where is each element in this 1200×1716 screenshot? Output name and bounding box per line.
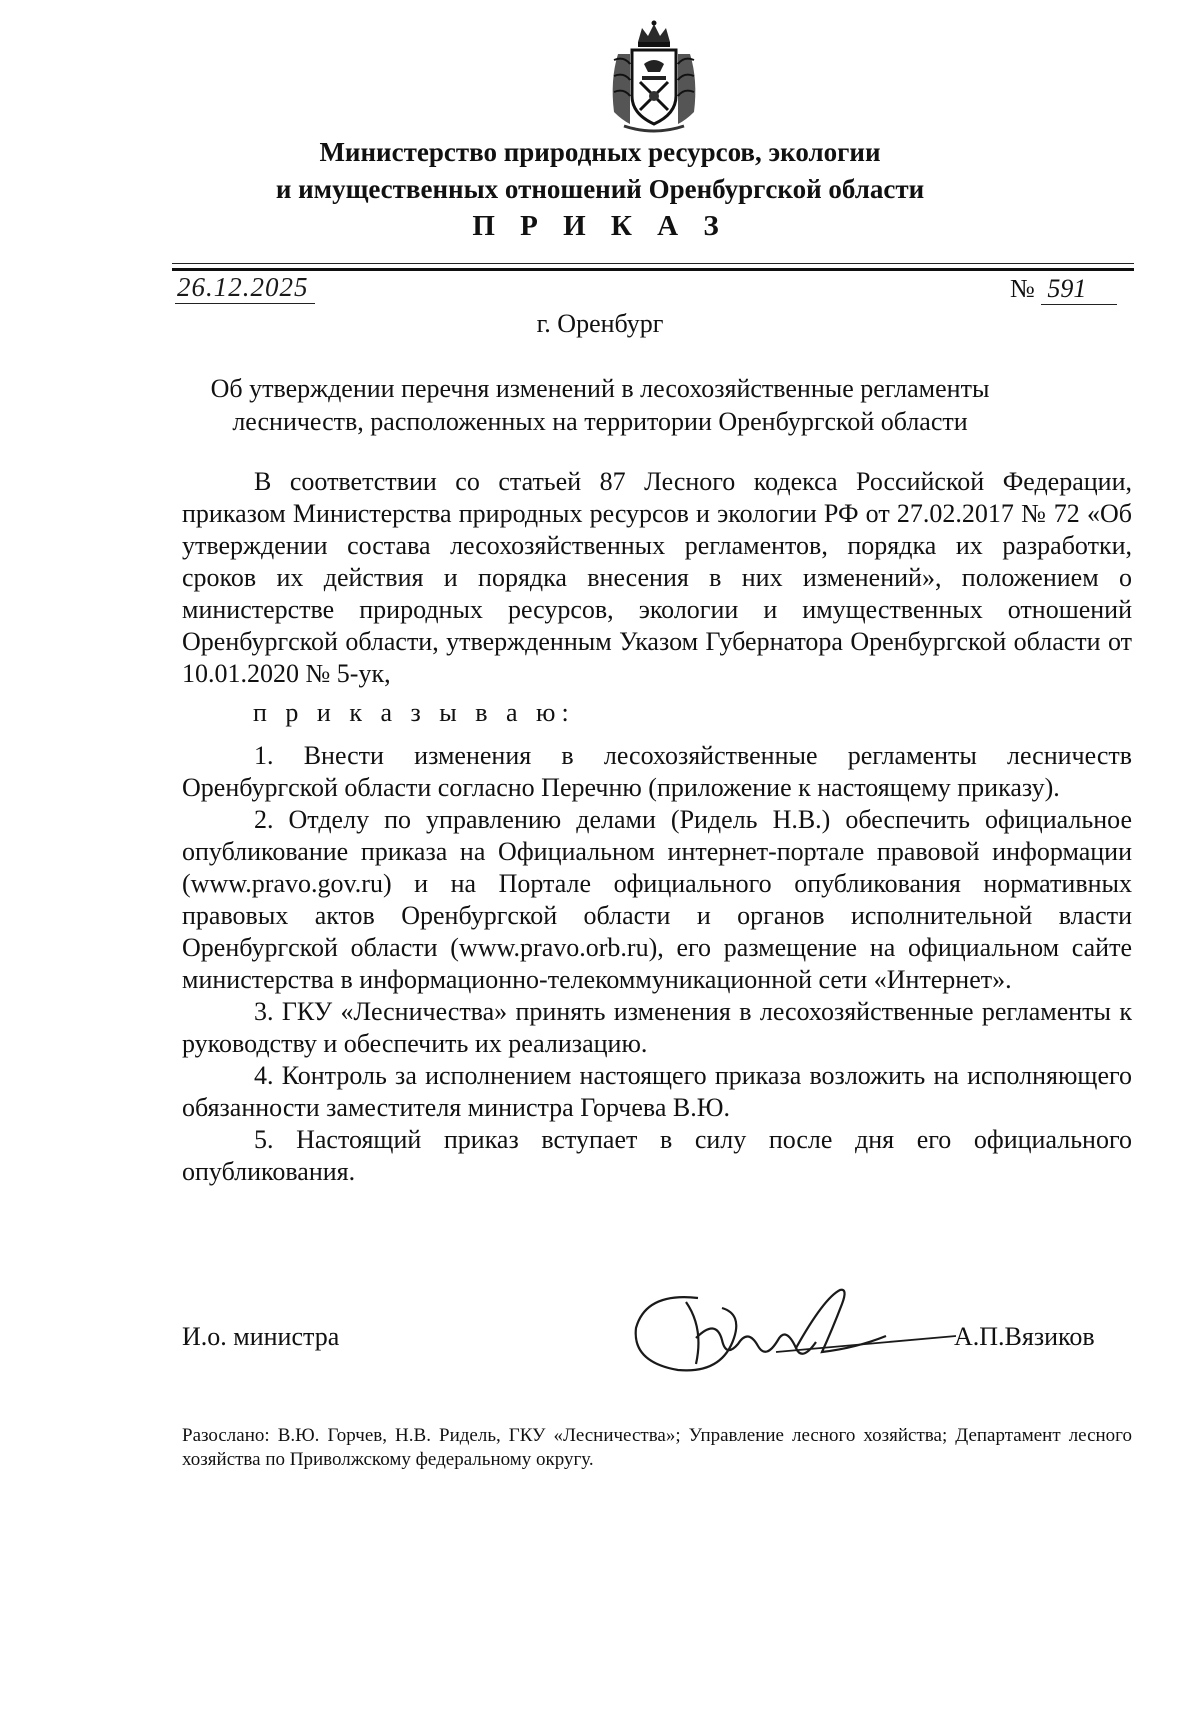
order-number-value: 591 — [1041, 274, 1117, 305]
order-date: 26.12.2025 — [175, 272, 315, 304]
city: г. Оренбург — [536, 309, 664, 338]
distribution-list: Разослано: В.Ю. Горчев, Н.В. Ридель, ГКУ «Лесничества»; Управление лесного хозяйства; Департамент лесного хозяйства по Приволжскому федеральному округу. — [182, 1425, 1132, 1470]
preamble-paragraph: В соответствии со статьей 87 Лесного кодекса Российской Федерации, приказом Министерства природных ресурсов и экологии РФ от 27.02.2017 № 72 «Об утверждении состава лесохозяйственных регламентов, порядка их разработки, сроков их действия и порядка внесения в них изменений», положением о министерстве природных ресурсов, экологии и имущественных отношений Оренбургской области, утвержденным Указом Губернатора Оренбургской области от 10.01.2020 № 5-ук, — [182, 467, 1132, 688]
document-type-title: П Р И К А З — [472, 210, 728, 242]
order-subject-line2: лесничеств, расположенных на территории Оренбургской области — [232, 407, 968, 436]
ministry-name-line2: и имущественных отношений Оренбургской области — [275, 174, 925, 204]
ministry-name — [150, 134, 1050, 208]
order-items — [182, 740, 1132, 1188]
signatory-name: А.П.Вязиков — [954, 1322, 1095, 1351]
order-item-1: 1. Внести изменения в лесохозяйственные регламенты лесничеств Оренбургской области согласно Перечню (приложение к настоящему приказу). — [182, 741, 1132, 802]
order-number — [1010, 274, 1117, 305]
order-item-2: 2. Отделу по управлению делами (Ридель Н.В.) обеспечить официальное опубликование приказа на Официальном интернет-портале правовой информации (www.pravo.gov.ru) и на Портале официального опубликования нормативных правовых актов Оренбургской области и органов исполнительной власти Оренбургской области (www.pravo.orb.ru), его размещение на официальном сайте министерства в информационно-телекоммуникационной сети «Интернет». — [182, 805, 1132, 994]
order-item-4: 4. Контроль за исполнением настоящего приказа возложить на исполняющего обязанности заместителя министра Горчева В.Ю. — [182, 1061, 1132, 1122]
order-subject-line1: Об утверждении перечня изменений в лесохозяйственные регламенты — [210, 374, 990, 403]
handwritten-signature — [626, 1278, 956, 1386]
header-divider-thin — [172, 263, 1134, 264]
ministry-name-line1: Министерство природных ресурсов, экологии — [319, 137, 881, 167]
orenburg-coat-of-arms-icon — [604, 20, 704, 136]
order-item-3: 3. ГКУ «Лесничества» принять изменения в лесохозяйственные регламенты к руководству и обеспечить их реализацию. — [182, 997, 1132, 1058]
order-subject — [150, 372, 1050, 438]
signatory-position: И.о. министра — [182, 1322, 340, 1351]
order-word: п р и к а з ы в а ю: — [253, 698, 575, 727]
header-divider-thick — [172, 268, 1134, 271]
order-number-label: № — [1010, 274, 1035, 303]
order-item-5: 5. Настоящий приказ вступает в силу после дня его официального опубликования. — [182, 1125, 1132, 1186]
